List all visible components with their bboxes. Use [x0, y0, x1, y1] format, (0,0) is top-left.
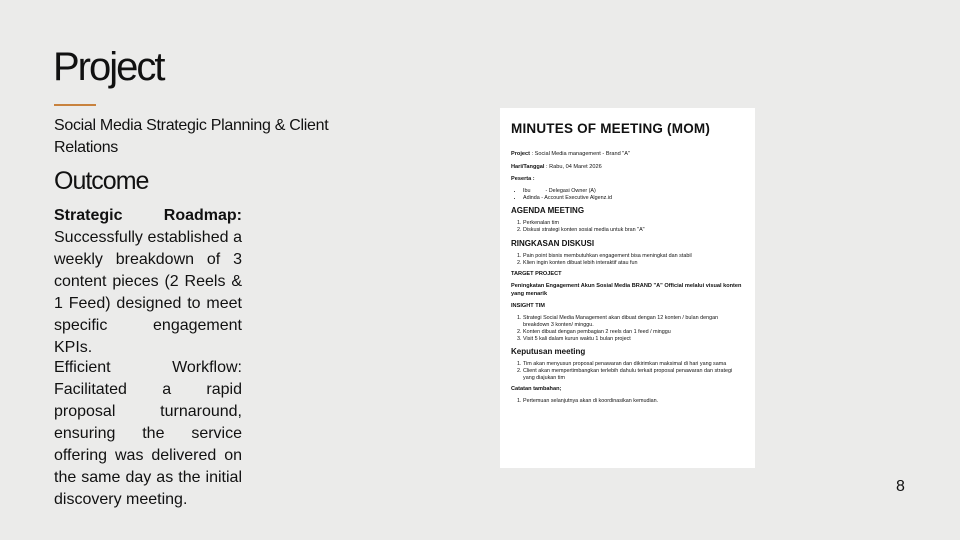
lead-word-1: Efficient	[54, 359, 111, 376]
list-item: 2. Klien ingin konten dibuat lebih interaktif atau fun	[523, 260, 744, 267]
date-line: Hari/Tanggal : Rabu, 04 Maret 2026	[511, 164, 602, 171]
notes-list	[511, 398, 744, 405]
list-item: 2. Diskusi strategi konten sosial media untuk bran "A"	[523, 227, 744, 234]
list-item: • Adinda - Account Executive Algenz.id	[523, 195, 744, 202]
outcome-heading: Outcome	[54, 167, 149, 195]
insight-heading: INSIGHT TIM	[511, 302, 545, 309]
list-item: 2. Konten dibuat dengan pembagian 2 reels dan 1 feed / minggu	[523, 329, 744, 336]
insight-list	[511, 315, 744, 343]
list-item: 1. Tim akan menyusun proposal penawaran dan dikirimkan maksimal di hari yang sama	[523, 361, 744, 368]
list-item: 3. Visit 5 kali dalam kurun waktu 1 bulan project	[523, 336, 744, 343]
summary-heading: RINGKASAN DISKUSI	[511, 238, 595, 248]
lead-word-2: Roadmap:	[163, 207, 242, 224]
agenda-heading: AGENDA MEETING	[511, 205, 585, 215]
paragraph-body: Facilitated a rapid proposal turnaround, ensuring the service offering was delivered on the same day as the initial discovery meeting.	[54, 381, 242, 508]
summary-list	[511, 253, 744, 267]
outcome-paragraph-strategic-roadmap	[54, 205, 242, 359]
list-item: 1. Perkenalan tim	[523, 220, 744, 227]
paragraph-body: Successfully established a weekly breakdown of 3 content pieces (2 Reels & 1 Feed) designed to meet specific engagement KPIs.	[54, 229, 242, 356]
participants-list	[511, 188, 744, 202]
list-item: 2. Client akan mempertimbangkan terlebih dahulu terkait proposal penawaran dan strategi yang diajukan tim	[523, 368, 744, 382]
list-item: 1. Strategi Social Media Management akan dibuat dengan 12 konten / bulan dengan breakdown 3 konten/ minggu.	[523, 315, 744, 329]
list-item: • Ibu - Delegasi Owner (A)	[523, 188, 744, 195]
accent-divider	[54, 104, 96, 106]
minutes-of-meeting-document	[500, 108, 755, 468]
target-text: Peningkatan Engagement Akun Sosial Media BRAND "A" Official melalui visual konten yang menarik	[511, 282, 742, 298]
project-line: Project : Social Media management - Brand "A"	[511, 151, 631, 157]
document-title: MINUTES OF MEETING (MOM)	[511, 121, 711, 136]
paragraph-lead	[54, 205, 242, 227]
agenda-list	[511, 220, 744, 234]
slide-title: Project	[53, 45, 164, 89]
notes-heading: Catatan tambahan;	[511, 385, 562, 392]
lead-word-2: Workflow:	[172, 359, 242, 376]
outcome-paragraph-efficient-workflow	[54, 357, 242, 511]
list-item: 1. Pertemuan selanjutnya akan di koordinasikan kemudian.	[523, 398, 744, 405]
list-item: 1. Pain point bisnis membutuhkan engagement bisa meningkat dan stabil	[523, 253, 744, 260]
target-heading: TARGET PROJECT	[511, 270, 562, 277]
participants-label: Peserta :	[511, 176, 535, 183]
page-number: 8	[896, 478, 905, 495]
slide-subtitle: Social Media Strategic Planning & Client Relations	[54, 117, 329, 156]
paragraph-lead	[54, 357, 242, 379]
decision-heading: Keputusan meeting	[511, 346, 586, 356]
decision-list	[511, 361, 744, 382]
lead-word-1: Strategic	[54, 207, 123, 224]
